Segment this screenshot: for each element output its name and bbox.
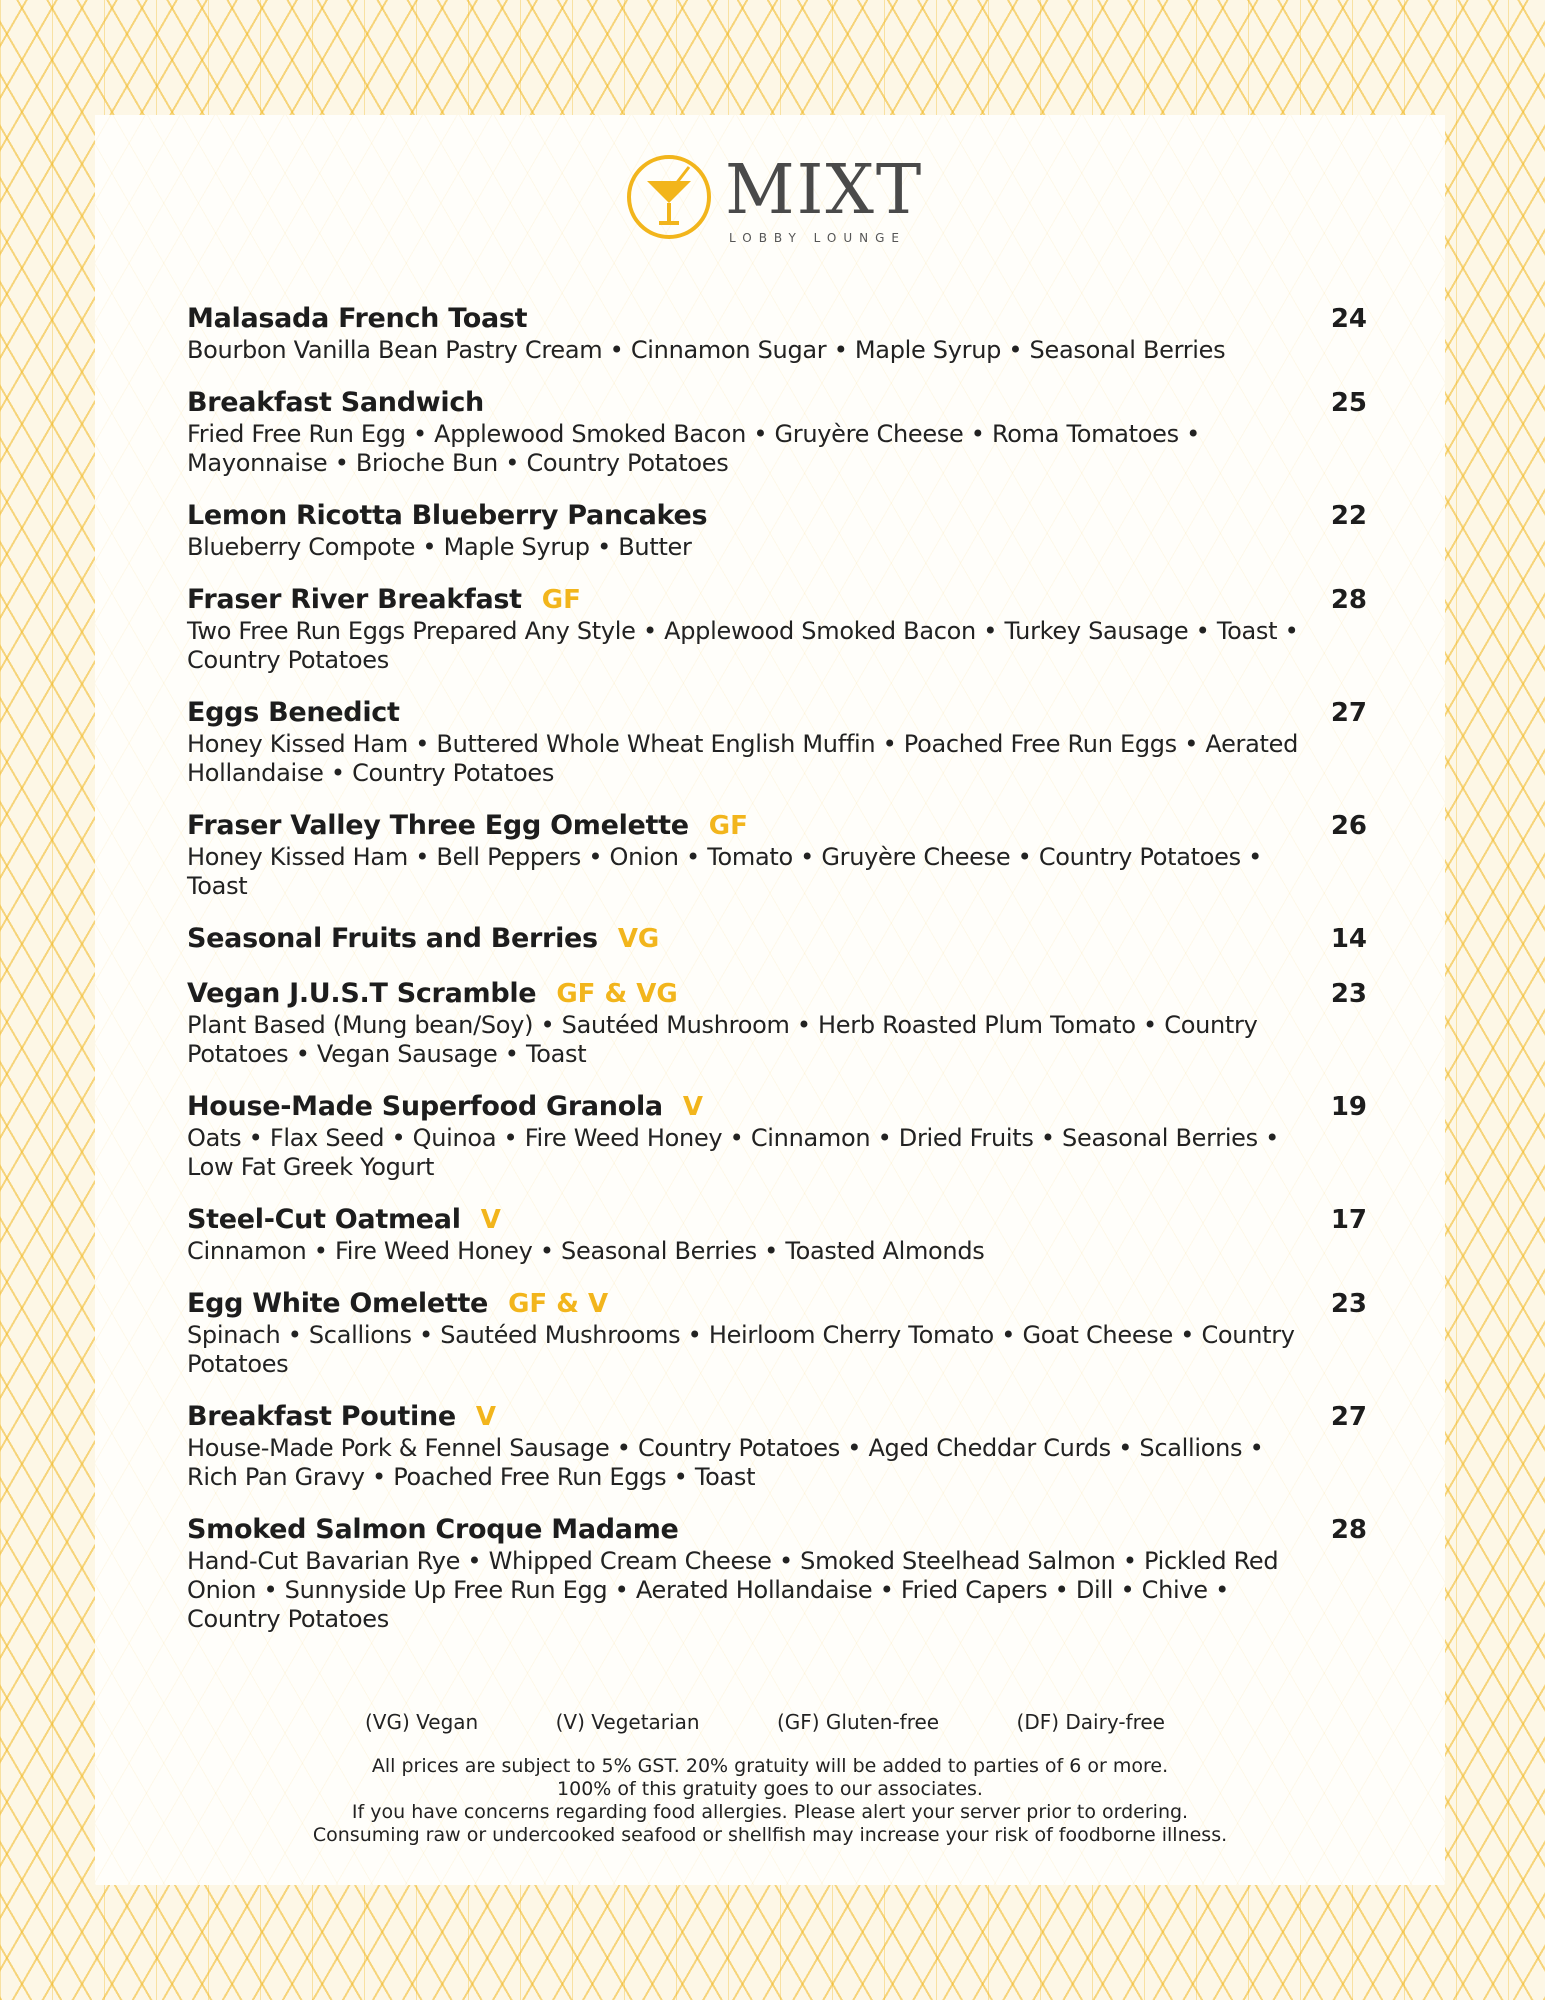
menu-item-header [187,922,1367,956]
menu-item [187,1287,1367,1379]
menu-item-header [187,1513,1367,1547]
menu-item [187,809,1367,901]
menu-item [187,922,1367,956]
menu-item-name: Steel-Cut Oatmeal [187,1204,461,1235]
menu-item [187,696,1367,788]
dietary-tag: V [475,1402,497,1432]
dietary-tag: VG [617,924,660,954]
menu-item-description: Oats • Flax Seed • Quinoa • Fire Weed Honey • Cinnamon • Dried Fruits • Seasonal Berries • Low Fat Greek Yogurt [187,1124,1280,1181]
menu-item-header [187,1287,1367,1321]
note-line: Consuming raw or undercooked seafood or shellfish may increase your risk of foodborne illness. [312,1824,1228,1846]
menu-item-description: House-Made Pork & Fennel Sausage • Country Potatoes • Aged Cheddar Curds • Scallions • Rich Pan Gravy • Poached Free Run Eggs • Toast [187,1434,1264,1491]
menu-item [187,583,1367,675]
menu-item-price: 14 [1330,924,1367,954]
menu-item-name: Egg White Omelette [187,1288,489,1319]
legend-vegetarian: (V) Vegetarian [555,1710,700,1734]
menu-item-name: House-Made Superfood Granola [187,1091,663,1122]
menu-item-price: 27 [1330,698,1367,728]
menu-item-description: Bourbon Vanilla Bean Pastry Cream • Cinnamon Sugar • Maple Syrup • Seasonal Berries [187,336,1226,364]
dietary-tag: GF & VG [556,979,678,1009]
menu-list [187,302,1367,1655]
brand-subtitle: LOBBY LOUNGE [729,231,906,245]
menu-item [187,386,1367,478]
menu-item-header [187,977,1367,1011]
menu-item-price: 25 [1330,388,1367,418]
menu-item-description: Cinnamon • Fire Weed Honey • Seasonal Berries • Toasted Almonds [187,1237,985,1265]
menu-item-price: 17 [1330,1205,1367,1235]
menu-item-name: Fraser River Breakfast [187,584,522,615]
menu-item-header [187,583,1367,617]
menu-item-header [187,386,1367,420]
menu-item-name: Lemon Ricotta Blueberry Pancakes [187,500,708,531]
menu-item-name: Malasada French Toast [187,303,528,334]
menu-item [187,1400,1367,1492]
menu-item-price: 27 [1330,1402,1367,1432]
menu-item-description: Honey Kissed Ham • Buttered Whole Wheat English Muffin • Poached Free Run Eggs • Aerated Hollandaise • Country Potatoes [187,730,1299,787]
menu-item-description: Fried Free Run Egg • Applewood Smoked Bacon • Gruyère Cheese • Roma Tomatoes • Mayonnaise • Brioche Bun • Country Potatoes [187,420,1200,477]
menu-item-header [187,696,1367,730]
menu-item-name: Eggs Benedict [187,697,400,728]
menu-item [187,1513,1367,1634]
dietary-legend [365,1710,1165,1734]
menu-item [187,977,1367,1069]
menu-item [187,499,1367,562]
menu-item-price: 28 [1330,1515,1367,1545]
menu-item-price: 24 [1330,304,1367,334]
menu-item-header [187,1203,1367,1237]
brand-name: MIXT [725,151,924,230]
legend-dairy-free: (DF) Dairy-free [1016,1710,1165,1734]
menu-item-price: 22 [1330,501,1367,531]
legend-vegan: (VG) Vegan [365,1710,479,1734]
menu-item-description: Plant Based (Mung bean/Soy) • Sautéed Mushroom • Herb Roasted Plum Tomato • Country Potatoes • Vegan Sausage • Toast [187,1011,1258,1068]
note-line: If you have concerns regarding food allergies. Please alert your server prior to ordering. [351,1801,1189,1823]
menu-item [187,302,1367,365]
martini-glass-icon [625,153,713,241]
dietary-tag: V [480,1205,501,1235]
footer-notes [215,1755,1325,1847]
menu-item-price: 26 [1330,811,1367,841]
dietary-tag: GF & V [508,1289,609,1319]
menu-item-price: 23 [1330,979,1367,1009]
menu-item-header [187,1090,1367,1124]
menu-item-name: Fraser Valley Three Egg Omelette [187,810,689,841]
menu-item-price: 23 [1330,1289,1367,1319]
menu-item [187,1090,1367,1182]
menu-item [187,1203,1367,1266]
menu-item-price: 19 [1330,1092,1367,1122]
menu-item-name: Vegan J.U.S.T Scramble [187,978,537,1009]
menu-item-name: Breakfast Poutine [187,1401,456,1432]
menu-item-name: Smoked Salmon Croque Madame [187,1514,679,1545]
menu-item-description: Blueberry Compote • Maple Syrup • Butter [187,533,692,561]
note-line: 100% of this gratuity goes to our associates. [557,1778,983,1800]
dietary-tag: GF [541,585,581,615]
menu-item-description: Hand-Cut Bavarian Rye • Whipped Cream Cheese • Smoked Steelhead Salmon • Pickled Red Onion • Sunnyside Up Free Run Egg • Aerated Hollandaise • Fried Capers • Dill • Chive • Country Potatoes [187,1547,1279,1633]
menu-item-description: Spinach • Scallions • Sautéed Mushrooms • Heirloom Cherry Tomato • Goat Cheese • Country Potatoes [187,1321,1295,1378]
menu-item-header [187,499,1367,533]
note-line: All prices are subject to 5% GST. 20% gratuity will be added to parties of 6 or more. [371,1755,1169,1777]
menu-item-price: 28 [1330,585,1367,615]
menu-item-name: Seasonal Fruits and Berries [187,923,598,954]
legend-gluten-free: (GF) Gluten-free [776,1710,940,1734]
menu-item-name: Breakfast Sandwich [187,387,484,418]
menu-panel [95,115,1445,1885]
menu-item-description: Honey Kissed Ham • Bell Peppers • Onion • Tomato • Gruyère Cheese • Country Potatoes • Toast [187,843,1262,900]
dietary-tag: V [682,1092,703,1122]
menu-item-description: Two Free Run Eggs Prepared Any Style • Applewood Smoked Bacon • Turkey Sausage • Toast • Country Potatoes [187,617,1299,674]
dietary-tag: GF [708,811,748,841]
logo [625,153,945,253]
menu-item-header [187,302,1367,336]
menu-item-header [187,1400,1367,1434]
menu-item-header [187,809,1367,843]
